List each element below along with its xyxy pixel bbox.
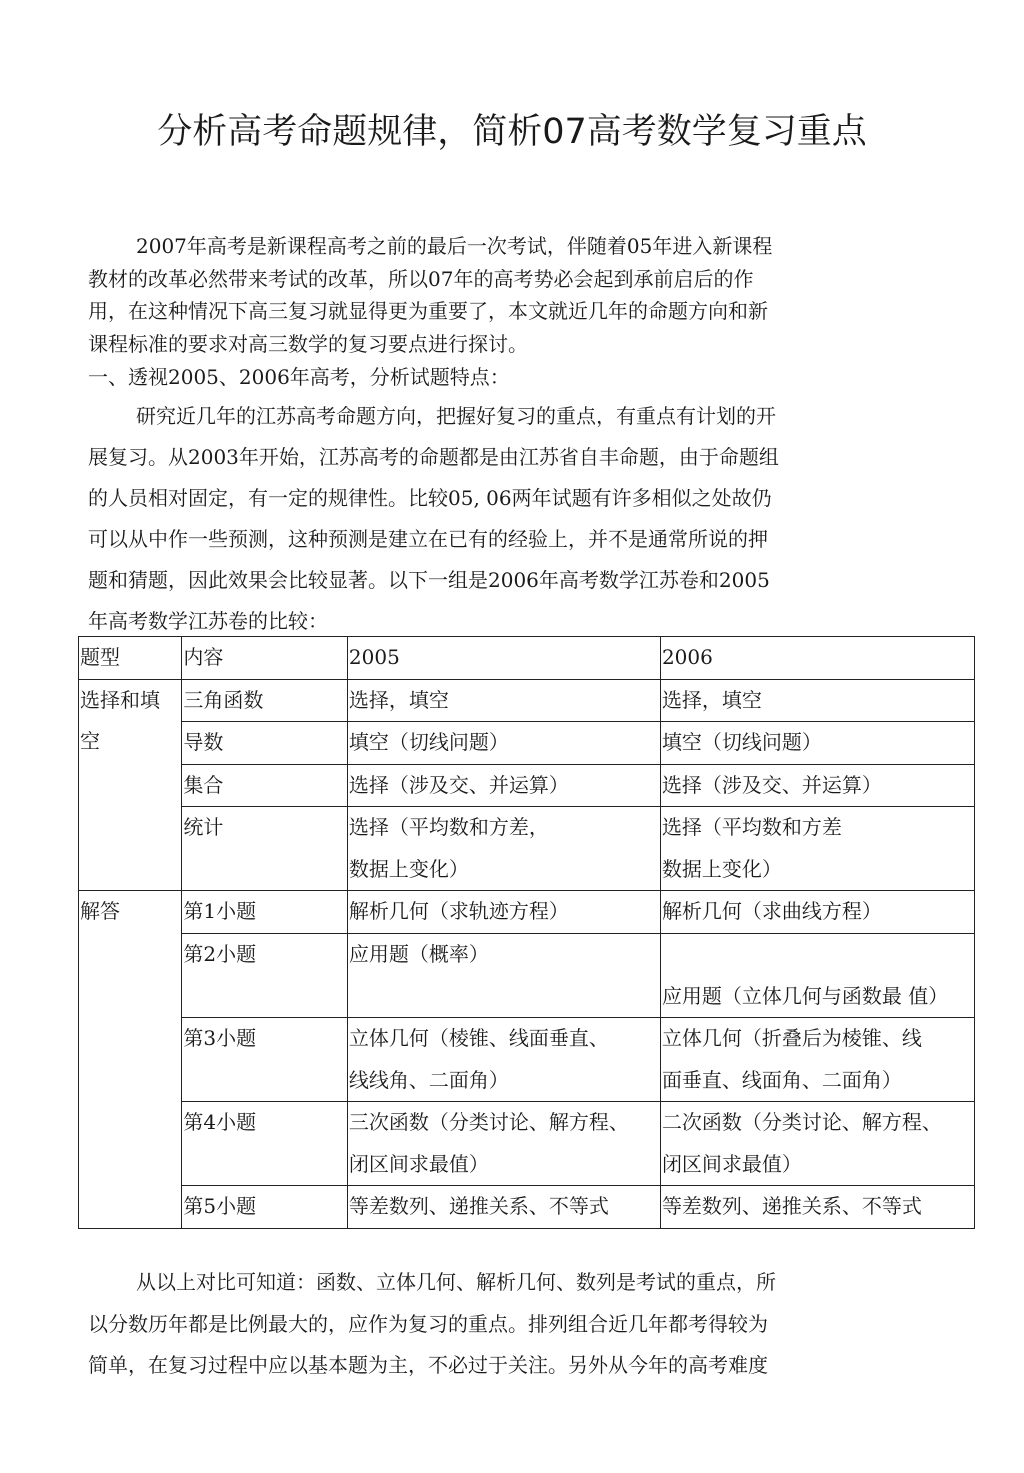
- cell-line: 线线角、二面角）: [348, 1067, 509, 1092]
- y2006-cell: 解析几何（求曲线方程）: [660, 891, 974, 934]
- y2006-cell: [660, 1018, 974, 1102]
- y2005-cell: [347, 1018, 660, 1102]
- header-cell: 内容: [182, 637, 348, 680]
- text-line: 可以从中作一些预测，这种预测是建立在已有的经验上，并不是通常所说的押: [88, 527, 768, 551]
- y2005-cell: 填空（切线问题）: [347, 722, 660, 765]
- topic-cell: 统计: [182, 807, 348, 891]
- topic-cell: 三角函数: [182, 679, 348, 722]
- topic-cell: 导数: [182, 722, 348, 765]
- cell-line: 二次函数（分类讨论、解方程、: [661, 1110, 942, 1134]
- topic-cell: 第3小题: [182, 1018, 348, 1102]
- text-line: 2007年高考是新课程高考之前的最后一次考试，伴随着05年进入新课程: [136, 234, 773, 258]
- page-title: 分析高考命题规律，简析07高考数学复习重点: [157, 112, 867, 152]
- y2006-cell: 选择（涉及交、并运算）: [660, 764, 974, 807]
- text-line: 研究近几年的江苏高考命题方向，把握好复习的重点，有重点有计划的开: [136, 404, 776, 428]
- table-row: [79, 679, 975, 722]
- table-header-row: [79, 637, 975, 680]
- cell-line: 选择（平均数和方差，: [348, 815, 549, 839]
- y2005-cell: 选择，填空: [347, 679, 660, 722]
- cell-line: 闭区间求最值）: [661, 1151, 802, 1176]
- intro-paragraph: [88, 230, 828, 360]
- group-label-line: 空: [80, 729, 100, 753]
- group-label-answer: 解答: [79, 891, 182, 1229]
- text-line: 题和猜题，因此效果会比较显著。以下一组是2006年高考数学江苏卷和2005: [88, 568, 770, 592]
- text-line: 展复习。从2003年开始，江苏高考的命题都是由江苏省自丰命题，由于命题组: [88, 445, 779, 469]
- topic-cell: 第1小题: [182, 891, 348, 934]
- y2005-cell: 选择（涉及交、并运算）: [347, 764, 660, 807]
- y2006-cell: 选择，填空: [660, 679, 974, 722]
- cell-line: 立体几何（折叠后为棱锥、线: [661, 1026, 922, 1050]
- y2005-cell: [347, 807, 660, 891]
- y2006-cell: [660, 1102, 974, 1186]
- y2006-cell: 应用题（立体几何与函数最 值）: [660, 933, 974, 1018]
- text-line: 从以上对比可知道：函数、立体几何、解析几何、数列是考试的重点，所: [136, 1270, 776, 1294]
- cell-line: 选择（平均数和方差: [661, 815, 842, 839]
- y2005-cell: 解析几何（求轨迹方程）: [347, 891, 660, 934]
- cell-line: 立体几何（棱锥、线面垂直、: [348, 1026, 609, 1050]
- text-line: 教材的改革必然带来考试的改革，所以07年的高考势必会起到承前启后的作: [88, 266, 754, 291]
- y2006-cell: 填空（切线问题）: [660, 722, 974, 765]
- header-cell: 题型: [79, 637, 182, 680]
- y2005-cell: 等差数列、递推关系、不等式: [347, 1186, 660, 1229]
- cell-line: 数据上变化）: [661, 856, 782, 881]
- table-row: [79, 722, 975, 765]
- text-line: 用，在这种情况下高三复习就显得更为重要了，本文就近几年的命题方向和新: [88, 299, 768, 323]
- topic-cell: 第2小题: [182, 933, 348, 1018]
- text-line: 简单，在复习过程中应以基本题为主，不必过于关注。另外从今年的高考难度: [88, 1353, 768, 1377]
- group-label-choice-fill: [79, 679, 182, 891]
- section-heading: 一、透视2005、2006年高考，分析试题特点：: [88, 365, 510, 389]
- header-cell: 2006: [660, 637, 974, 680]
- y2006-cell: 等差数列、递推关系、不等式: [660, 1186, 974, 1229]
- table-row: [79, 1186, 975, 1229]
- text-line: 以分数历年都是比例最大的，应作为复习的重点。排列组合近几年都考得较为: [88, 1311, 768, 1336]
- y2006-cell: [660, 807, 974, 891]
- cell-line: 闭区间求最值）: [348, 1151, 489, 1176]
- section1-paragraph: [88, 396, 828, 642]
- conclusion-paragraph: [88, 1262, 828, 1387]
- cell-line: 面垂直、线面角、二面角）: [661, 1067, 902, 1092]
- table-row: [79, 764, 975, 807]
- cell-line: 数据上变化）: [348, 856, 469, 881]
- topic-cell: 第5小题: [182, 1186, 348, 1229]
- header-cell: 2005: [347, 637, 660, 680]
- y2005-cell: [347, 1102, 660, 1186]
- text-line: 的人员相对固定，有一定的规律性。比较05, 06两年试题有许多相似之处故仍: [88, 486, 772, 510]
- cell-line: 三次函数（分类讨论、解方程、: [348, 1110, 629, 1134]
- text-line: 年高考数学江苏卷的比较：: [88, 609, 328, 633]
- topic-cell: 集合: [182, 764, 348, 807]
- group-label-line: 选择和填: [80, 687, 160, 712]
- y2005-cell: 应用题（概率）: [347, 933, 660, 1018]
- text-line: 课程标准的要求对高三数学的复习要点进行探讨。: [88, 331, 528, 356]
- topic-cell: 第4小题: [182, 1102, 348, 1186]
- table-row: [79, 891, 975, 934]
- comparison-table: [78, 636, 975, 1229]
